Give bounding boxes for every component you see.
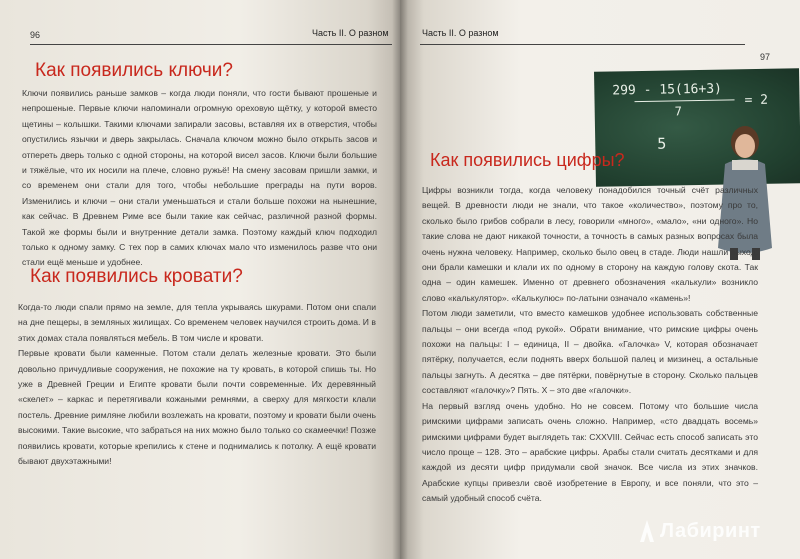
header-rule bbox=[420, 44, 745, 45]
chalk-result: = 2 bbox=[744, 92, 769, 109]
page-number: 97 bbox=[760, 52, 771, 62]
header-rule bbox=[30, 44, 392, 45]
book-gutter bbox=[392, 0, 408, 559]
section-heading-keys: Как появились ключи? bbox=[35, 60, 233, 81]
section-heading-digits: Как появились цифры? bbox=[430, 150, 625, 170]
section-text-digits: Цифры возникли тогда, когда человеку понадобился точный счёт различных вещей. В древности люди не знали, что такое «количество», поэтому про то, сколько было грибов собрали в лесу, говорили «много», «мало», «ни одного». Но такие слова не дают никакой точности, а точность в самых разных вопросах была очень нужна человеку. Например, сколько было овец в стаде. Люди нашли выход: они брали камешки и клали их по одному в сторону на каждую голову скота. Так одна – один камешек. Именно от древнего обозначения «калькули» возникло слово «калькулятор». «Калькулюс» по-латыни означало «камень»! Потом люди заметили, что вместо камешков удобнее использовать собственные пальцы – они всегда «под рукой». Обрати внимание, что римские цифры очень похожи на пальцы: I – единица, II – двойка. «Галочка» V, которая обозначает пятёрку, получается, если поднять вверх большой палец и мизинец, а остальные пальцы загнуть. А десятка – две пятёрки, повёрнутые в сторону. Сколько пальцев составляют «галочку»? Пять. X – это две «галочки». На первый взгляд очень удобно. Но не совсем. Потому что большие числа римскими цифрами записать очень сложно. Например, «сто двадцать восемь» римскими цифрами будет выглядеть так: CXXVIII. Сейчас есть способ записать это число проще – 128. Это – арабские цифры. Арабы стали считать десятками и для каждой из десяти цифр придумали свой значок. Все числа из этих значков. Арабские купцы привезли своё изобретение в Европу, и все поняли, что это – самый удобный способ счёта. bbox=[422, 185, 758, 504]
chalk-denominator: 7 bbox=[674, 104, 683, 119]
chalk-fraction-line bbox=[635, 99, 735, 102]
section-heading-beds: Как появились кровати? bbox=[30, 266, 243, 287]
section-text-keys: Ключи появились раньше замков – когда люди поняли, что гости бывают прошеные и непрошеные. Первые ключи напоминали огромную ореховую щётку, у которой вместо щетины – колышки. Такими ключами запирали засовы, вставляя их в отверстия, чтобы опустились язычки и дверь закрылась. Сначала ключом можно было открыть засов и отпереть дверь только с одной стороны, на которой висел засов. Ключи были большие и тяжёлые, что их носили на плече, словно ружьё! На смену засовам пришли замки, и со временем они стали для того, чтобы небольшие преграды на пути воров. Изменились и ключи – они стали уменьшаться и стали больше похожи на нынешние, как сейчас. В Древнем Риме все были такие как сейчас, различной разной формы. Такой же формы были и внутренние детали замка. Поэтому каждый ключ подходил только к одному замку. С тех пор в самих ключах мало что изменилось разве что они стали ещё меньше и удобнее. bbox=[22, 88, 377, 268]
chalk-formula: 299 - 15(16+3) bbox=[612, 81, 723, 99]
running-head: Часть II. О разном bbox=[422, 28, 499, 38]
labirint-logo-icon bbox=[636, 518, 658, 544]
watermark-logo: Лабиринт bbox=[660, 520, 761, 542]
section-text-beds: Когда-то люди спали прямо на земле, для тепла укрываясь шкурами. Потом они спали на дне пещеры, в земляных жилищах. Со временем человек научился строить дома. И в этих домах стала появляться мебель. В том числе и кровати. Первые кровати были каменные. Потом стали делать железные кровати. Это были довольно причудливые сооружения, не похожие на ту кровать, в которой спишь ты. Но уже в Древней Греции и Египте кровати были почти современные. Их деревянный «скелет» – каркас и перетягивали кожаными ремнями, а сверху для мягкости клали постель. Древние римляне любили возлежать на кровати, поэтому и кровати были очень высокими. Такие высокие, что забраться на них можно было только со скамеечки! Позже появились кровати, которые крепились к стене и поднимались к потолку. А ещё кровати бывают двухэтажными! bbox=[18, 302, 376, 467]
running-head: Часть II. О разном bbox=[312, 28, 389, 38]
page-number: 96 bbox=[30, 30, 41, 40]
chalk-number: 5 bbox=[657, 134, 667, 153]
right-page bbox=[400, 0, 800, 559]
